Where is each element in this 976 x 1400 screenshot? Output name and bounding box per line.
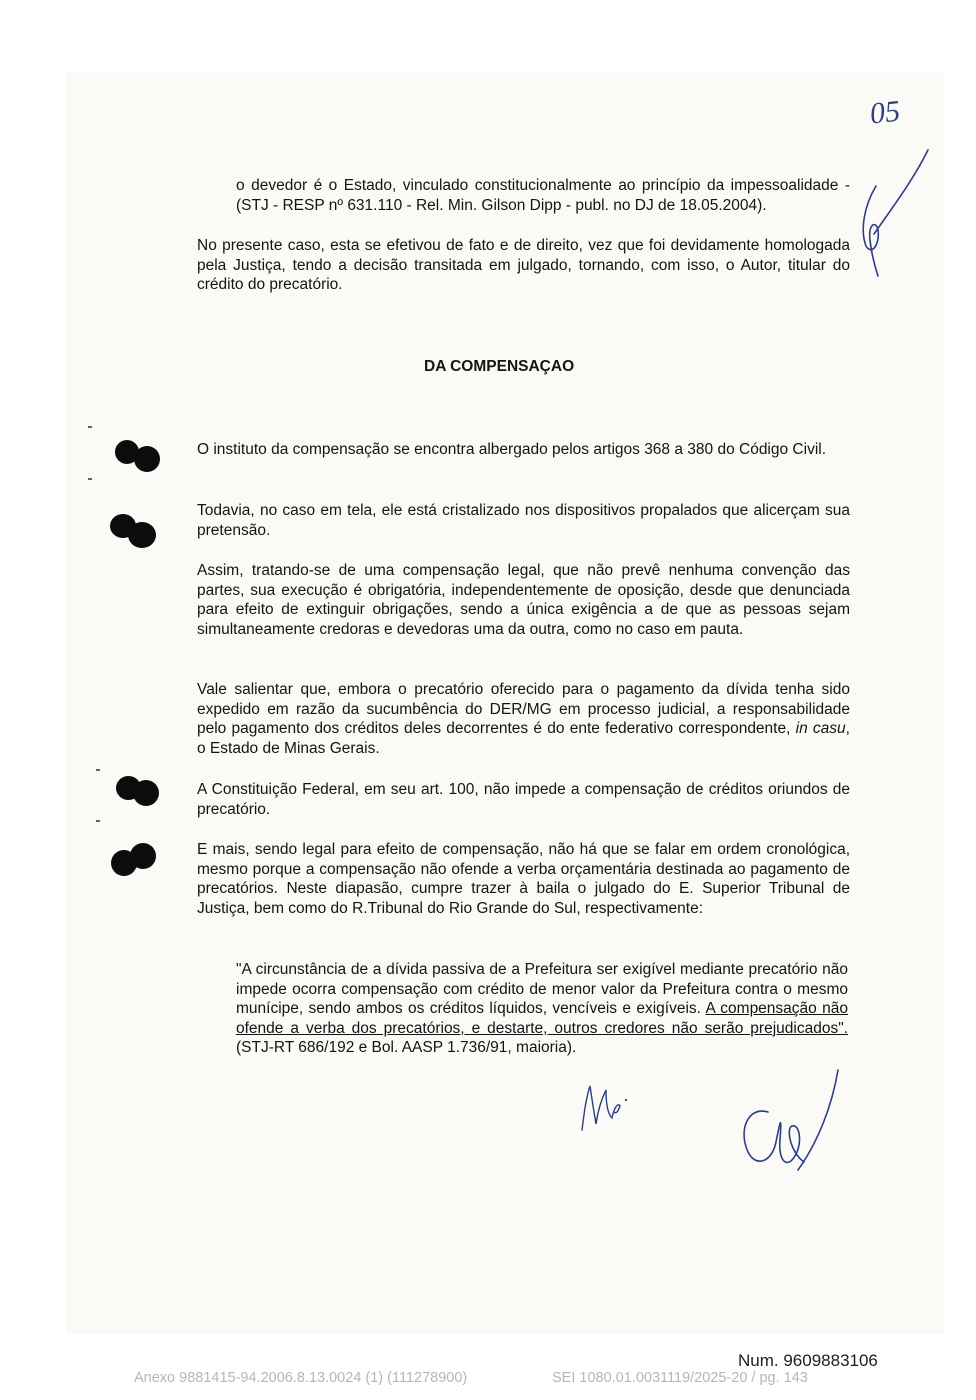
paragraph-responsibility <box>197 680 850 758</box>
scan-speck <box>96 769 100 771</box>
paragraph-crystallized: Todavia, no caso em tela, ele está cristalizado nos dispositivos propalados que alicerçam sua pretensão. <box>197 502 850 539</box>
latin-term: in casu <box>795 720 846 738</box>
paragraph-chronological-order: E mais, sendo legal para efeito de compensação, não há que se falar em ordem cronológica, mesmo porque a compensação não ofende a verba orçamentária destinada ao pagamento de precatórios. Neste diapasão, cumpre trazer à baila o julgado do E. Superior Tribunal de Justiça, bem como do R.Tribunal do Rio Grande do Sul, respectivamente: <box>197 841 850 917</box>
scan-speck <box>88 426 92 428</box>
sei-reference: SEI 1080.01.0031119/2025-20 / pg. 143 <box>552 1370 808 1386</box>
rubric-signature <box>574 1080 634 1136</box>
punch-hole <box>134 446 160 472</box>
quote-citation: (STJ-RT 686/192 e Bol. AASP 1.736/91, maioria). <box>236 1039 577 1057</box>
paragraph-legal-compensation: Assim, tratando-se de uma compensação legal, que não prevê nenhuma convenção das partes, sua execução é obrigatória, independentemente de oposição, desde que denunciada para efeito de extinguir obrigações, sendo a única exigência a de que as pessoas sejam simultaneamente credoras e devedoras uma da outra, como no caso em pauta. <box>197 562 850 638</box>
paragraph-constitution: A Constituição Federal, em seu art. 100, não impede a compensação de créditos oriundos de precatório. <box>197 781 850 818</box>
punch-hole <box>128 522 156 548</box>
paragraph-responsibility-text: Vale salientar que, embora o precatório oferecido para o pagamento da dívida tenha sido expedido em razão da sucumbência do DER/MG em processo judicial, a responsabilidade pelo pagamento dos créditos deles decorrentes é do ente federativo correspondente, <box>197 681 850 738</box>
paragraph-homologation: No presente caso, esta se efetivou de fato e de direito, vez que foi devidamente homologada pela Justiça, tendo a decisão transitada em julgado, tornando, com isso, o Autor, titular do crédito do precatório. <box>197 237 850 294</box>
scan-speck <box>96 820 100 822</box>
paragraph-responsibility-end: , o Estado de Minas Gerais. <box>197 720 850 757</box>
document-number: Num. 9609883106 <box>738 1351 878 1370</box>
section-heading: DA COMPENSAÇAO <box>424 358 575 375</box>
punch-hole <box>130 843 156 869</box>
quote-text: "A circunstância de a dívida passiva de a Prefeitura ser exigível mediante precatório não impede ocorra compensação com crédito de menor valor da Prefeitura contra o mesmo munícipe, sendo ambos os créditos líquidos, vencíveis e exigíveis. <box>236 961 848 1018</box>
scan-speck <box>88 478 92 480</box>
handwritten-page-number: 05 <box>868 94 902 131</box>
margin-initial-signature <box>852 146 932 286</box>
paragraph-compensation-institute: O instituto da compensação se encontra albergado pelos artigos 368 a 380 do Código Civil. <box>197 441 827 458</box>
quote-underlined-text: A compensação não ofende a verba dos precatórios, e destarte, outros credores não serão prejudicados". <box>236 1000 848 1037</box>
punch-hole <box>133 780 159 806</box>
lawyer-signature <box>734 1066 844 1176</box>
jurisprudence-quote <box>236 960 848 1058</box>
annex-reference: Anexo 9881415-94.2006.8.13.0024 (1) (111278900) <box>134 1370 468 1386</box>
quote-continuation: o devedor é o Estado, vinculado constitucionalmente ao princípio da impessoalidade - (STJ - RESP nº 631.110 - Rel. Min. Gilson Dipp - publ. no DJ de 18.05.2004). <box>236 177 850 214</box>
